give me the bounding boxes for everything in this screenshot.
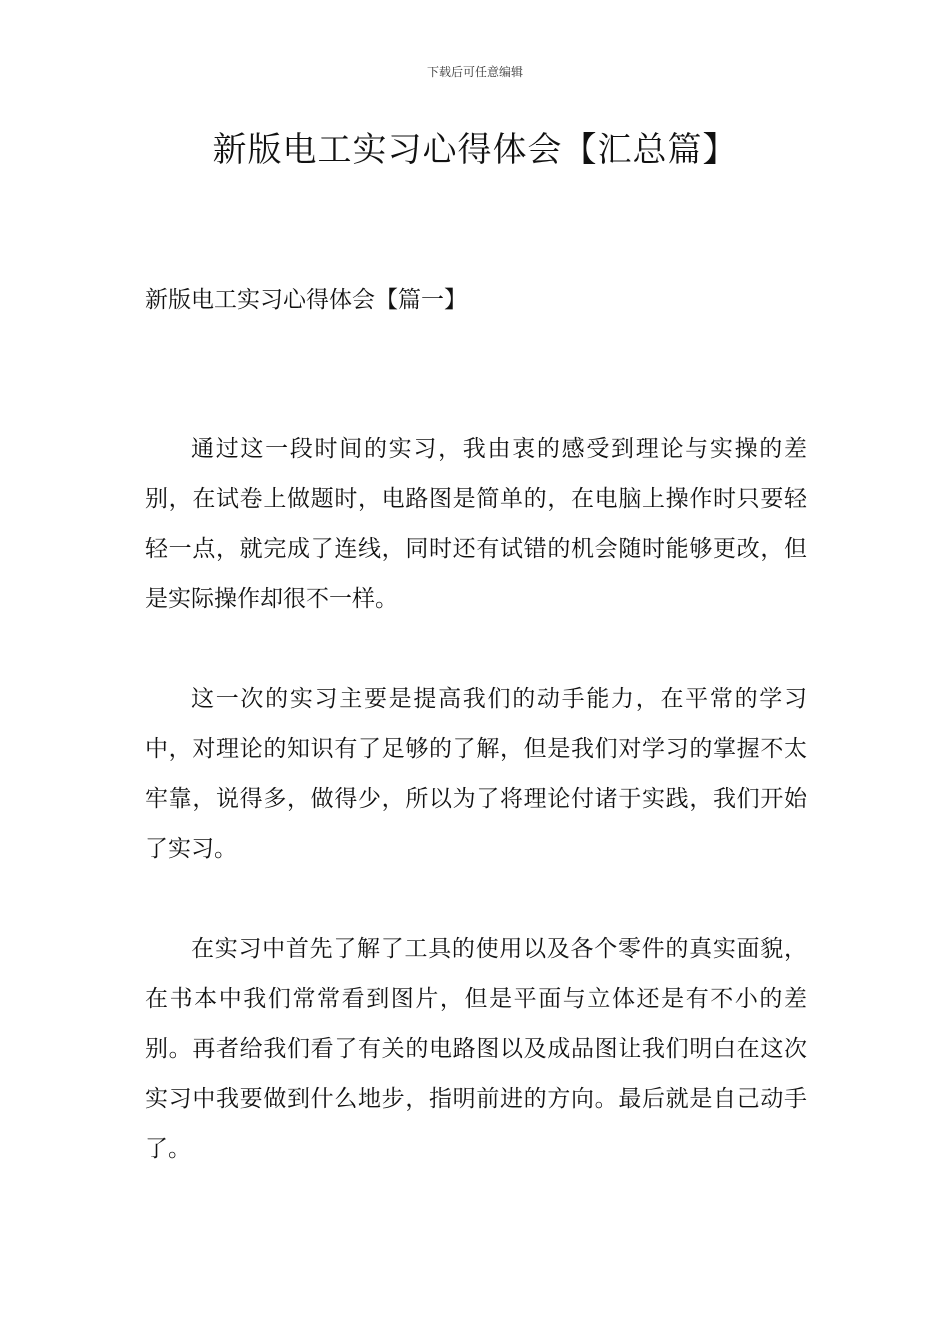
section-heading: 新版电工实习心得体会【篇一】 bbox=[145, 287, 467, 313]
header-note: 下载后可任意编辑 bbox=[426, 65, 523, 79]
document-title: 新版电工实习心得体会【汇总篇】 bbox=[212, 130, 738, 170]
body-paragraph-1: 通过这一段时间的实习，我由衷的感受到理论与实操的差别，在试卷上做题时，电路图是简单的，在电脑上操作时只要轻轻一点，就完成了连线，同时还有试错的机会随时能够更改，但是实际操作却很不一样。 bbox=[145, 436, 807, 612]
body-paragraph-3: 在实习中首先了解了工具的使用以及各个零件的真实面貌，在书本中我们常常看到图片，但是平面与立体还是有不小的差别。再者给我们看了有关的电路图以及成品图让我们明白在这次实习中我要做到什么地步，指明前进的方向。最后就是自己动手了。 bbox=[145, 936, 807, 1162]
body-paragraph-2: 这一次的实习主要是提高我们的动手能力，在平常的学习中，对理论的知识有了足够的了解，但是我们对学习的掌握不太牢靠，说得多，做得少，所以为了将理论付诸于实践，我们开始了实习。 bbox=[145, 686, 807, 862]
